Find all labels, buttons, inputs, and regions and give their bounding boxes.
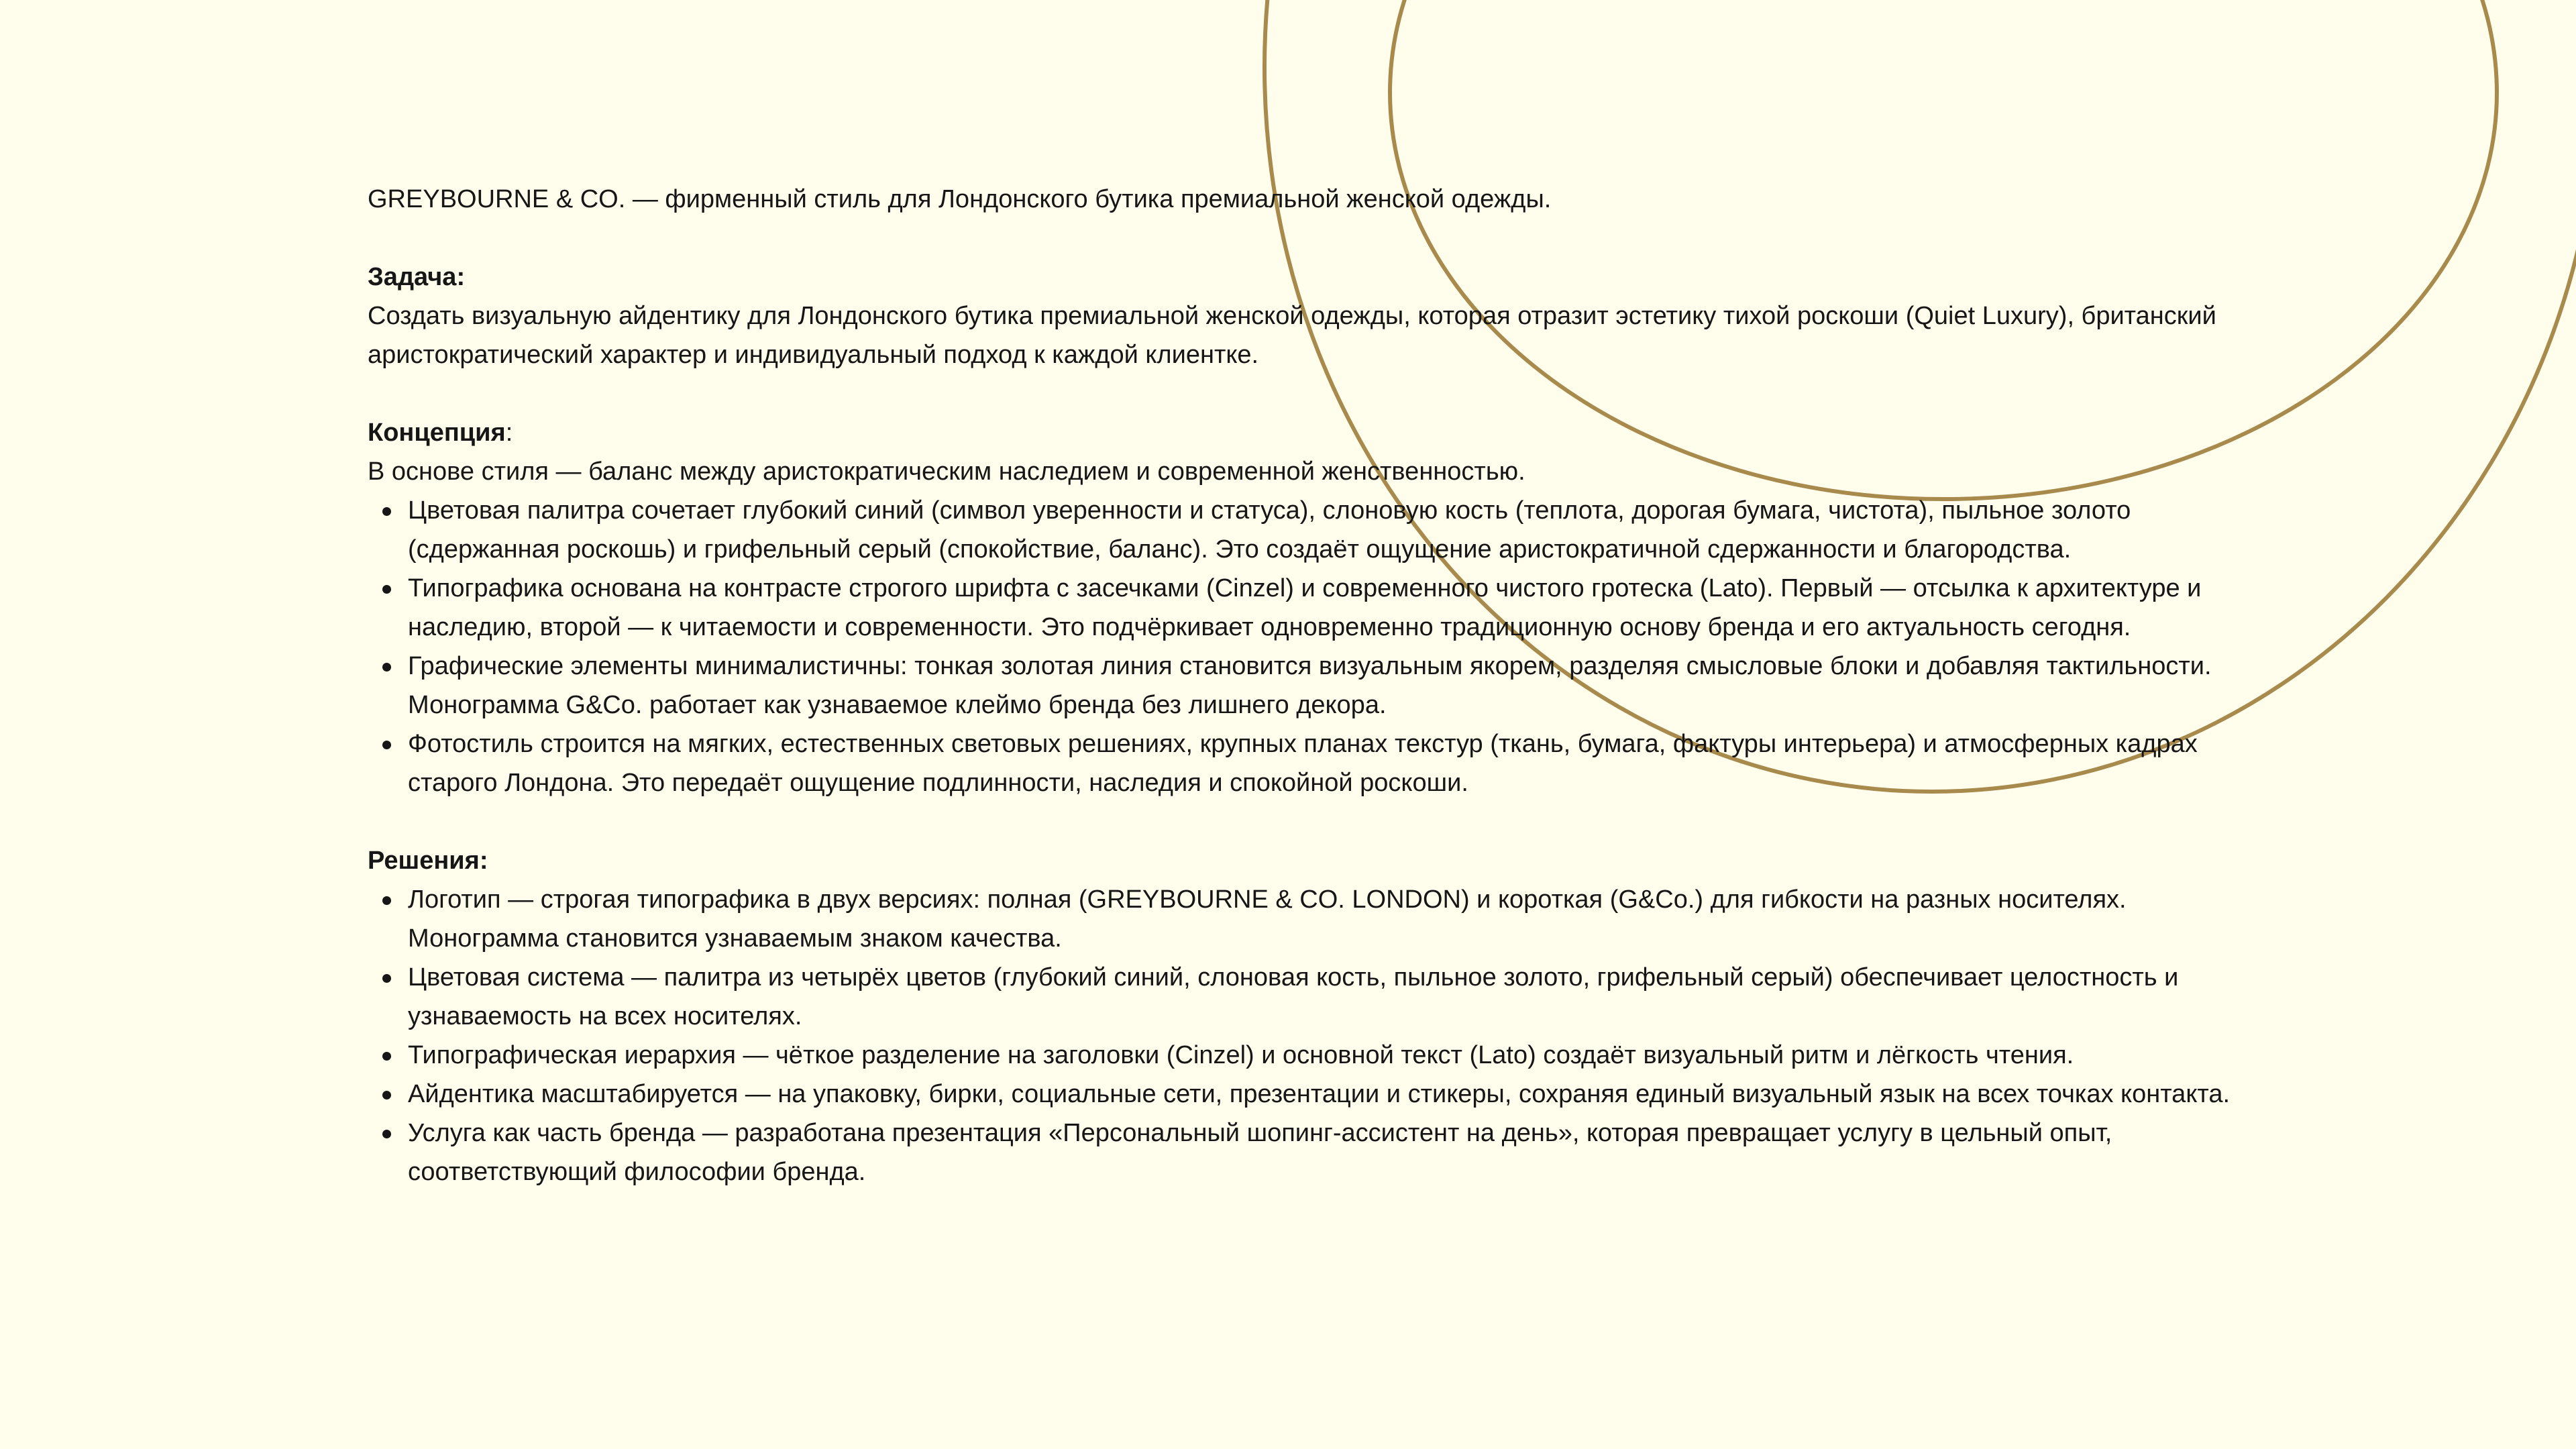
task-text: Создать визуальную айдентику для Лондонского бутика премиальной женской одежды, которая отразит эстетику тихой роскоши (Quiet Luxury), британский аристократический характер и индивидуальный подход к каждой клиентке. bbox=[368, 302, 2216, 369]
case-description bbox=[368, 180, 2246, 1191]
solution-item-service: Услуга как часть бренда — разработана презентация «Персональный шопинг-ассистент на день», которая превращает услугу в цельный опыт, соответствующий философии бренда. bbox=[368, 1114, 2246, 1191]
spacer bbox=[368, 219, 2246, 258]
solution-item-color-system: Цветовая система — палитра из четырёх цветов (глубокий синий, слоновая кость, пыльное золото, грифельный серый) обеспечивает целостность и узнаваемость на всех носителях. bbox=[368, 958, 2246, 1036]
concept-list bbox=[368, 491, 2246, 802]
intro-line: GREYBOURNE & CO. — фирменный стиль для Лондонского бутика премиальной женской одежды. bbox=[368, 185, 1552, 213]
concept-heading-colon: : bbox=[505, 419, 513, 447]
solutions-heading: Решения: bbox=[368, 847, 488, 875]
solution-item-type-hierarchy: Типографическая иерархия — чёткое разделение на заголовки (Cinzel) и основной текст (Lato) создаёт визуальный ритм и лёгкость чтения. bbox=[368, 1036, 2246, 1075]
concept-item-graphics: Графические элементы минималистичны: тонкая золотая линия становится визуальным якорем, разделяя смысловые блоки и добавляя тактильности. Монограмма G&Co. работает как узнаваемое клеймо бренда без лишнего декора. bbox=[368, 647, 2246, 724]
solution-item-scaling: Айдентика масштабируется — на упаковку, бирки, социальные сети, презентации и стикеры, сохраняя единый визуальный язык на всех точках контакта. bbox=[368, 1075, 2246, 1114]
concept-intro: В основе стиля — баланс между аристократическим наследием и современной женственностью. bbox=[368, 458, 1525, 486]
spacer bbox=[368, 374, 2246, 413]
concept-item-typography: Типографика основана на контрасте строгого шрифта с засечками (Cinzel) и современного чистого гротеска (Lato). Первый — отсылка к архитектуре и наследию, второй — к читаемости и современности. Это подчёркивает одновременно традиционную основу бренда и его актуальность сегодня. bbox=[368, 569, 2246, 647]
task-heading: Задача: bbox=[368, 263, 466, 291]
concept-item-photo: Фотостиль строится на мягких, естественных световых решениях, крупных планах текстур (ткань, бумага, фактуры интерьера) и атмосферных кадрах старого Лондона. Это передаёт ощущение подлинности, наследия и спокойной роскоши. bbox=[368, 724, 2246, 802]
concept-heading-text: Концепция bbox=[368, 419, 506, 447]
concept-heading bbox=[368, 413, 2246, 452]
solution-item-logo: Логотип — строгая типографика в двух версиях: полная (GREYBOURNE & CO. LONDON) и короткая (G&Co.) для гибкости на разных носителях. Монограмма становится узнаваемым знаком качества. bbox=[368, 880, 2246, 958]
concept-item-palette: Цветовая палитра сочетает глубокий синий (символ уверенности и статуса), слоновую кость (теплота, дорогая бумага, чистота), пыльное золото (сдержанная роскошь) и грифельный серый (спокойствие, баланс). Это создаёт ощущение аристократичной сдержанности и благородства. bbox=[368, 491, 2246, 569]
solutions-list bbox=[368, 880, 2246, 1191]
spacer bbox=[368, 802, 2246, 841]
